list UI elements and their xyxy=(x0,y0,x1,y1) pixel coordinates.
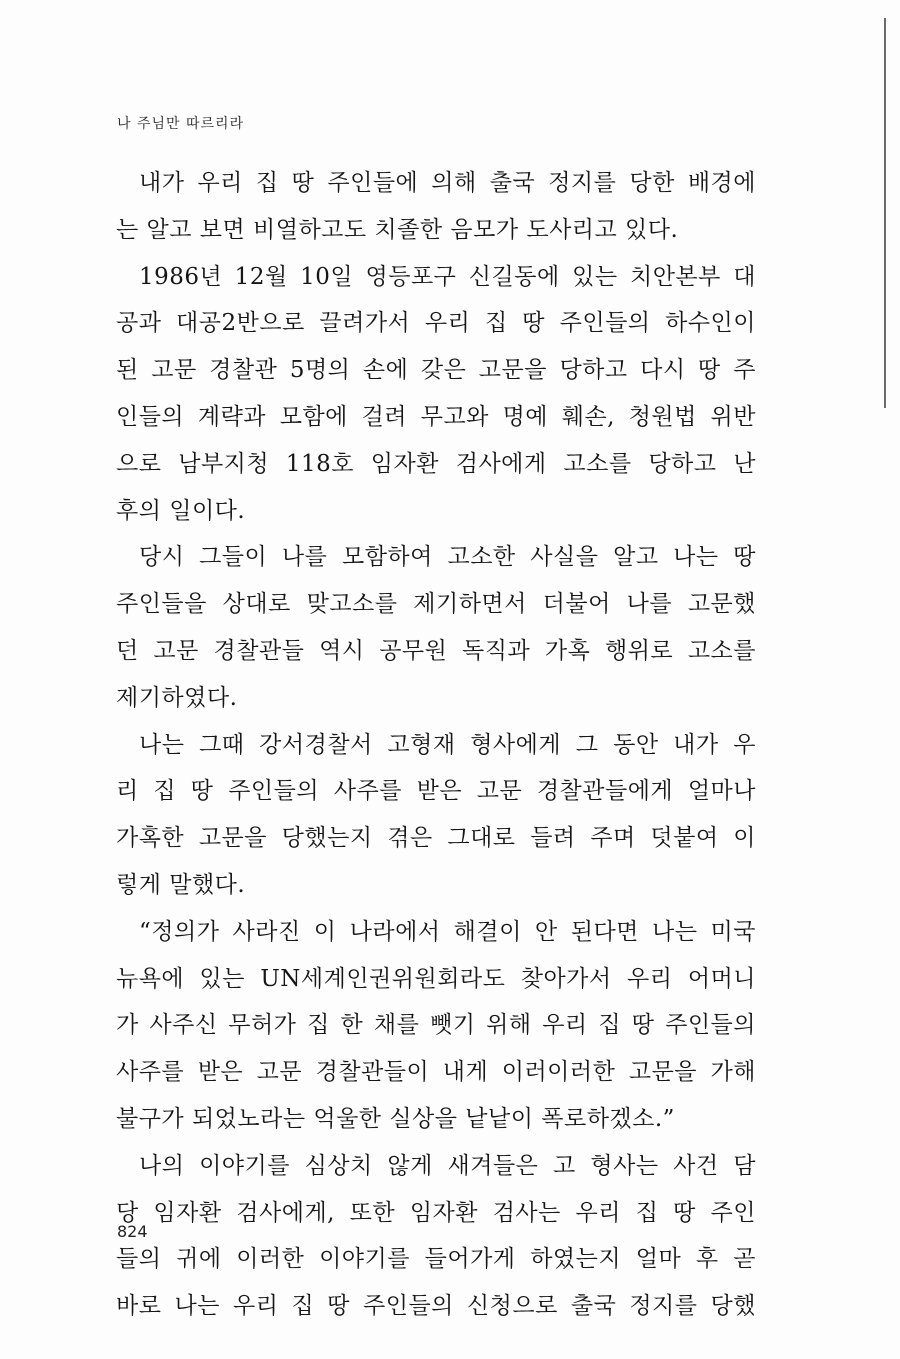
text-line: 리 집 땅 주인들의 사주를 받은 고문 경찰관들에게 얼마나 xyxy=(116,778,756,805)
text-line: 가혹한 고문을 당했는지 겪은 그대로 들려 주며 덧붙여 이 xyxy=(116,825,756,852)
paragraph xyxy=(116,254,756,535)
paragraph xyxy=(116,722,756,909)
running-head: 나 주님만 따르리라 xyxy=(117,116,245,132)
binding-edge-line xyxy=(884,18,886,408)
text-line: 나의 이야기를 심상치 않게 새겨들은 고 형사는 사건 담 xyxy=(139,1152,756,1179)
text-line: 는 알고 보면 비열하고도 치졸한 음모가 도사리고 있다. xyxy=(116,216,679,243)
text-line: 주인들을 상대로 맞고소를 제기하면서 더불어 나를 고문했 xyxy=(116,591,756,618)
text-line: 뉴욕에 있는 UN세계인권위원회라도 찾아가서 우리 어머니 xyxy=(116,965,756,992)
text-line: 후의 일이다. xyxy=(116,497,246,524)
paragraph xyxy=(116,160,756,254)
text-line: “정의가 사라진 이 나라에서 해결이 안 된다면 나는 미국 xyxy=(139,918,756,945)
paragraph xyxy=(116,534,756,721)
text-line: 렇게 말했다. xyxy=(116,871,246,898)
text-line: 내가 우리 집 땅 주인들에 의해 출국 정지를 당한 배경에 xyxy=(139,170,756,196)
text-line: 당시 그들이 나를 모함하여 고소한 사실을 알고 나는 땅 xyxy=(139,544,756,571)
text-line: 공과 대공2반으로 끌려가서 우리 집 땅 주인들의 하수인이 xyxy=(116,310,756,337)
text-line: 으로 남부지청 118호 임자환 검사에게 고소를 당하고 난 xyxy=(116,450,756,477)
paragraph xyxy=(116,909,756,1143)
page-number: 824 xyxy=(117,1222,148,1241)
text-line: 사주를 받은 고문 경찰관들이 내게 이러이러한 고문을 가해 xyxy=(116,1059,756,1086)
text-line: 당 임자환 검사에게, 또한 임자환 검사는 우리 집 땅 주인 xyxy=(116,1199,756,1226)
text-line: 된 고문 경찰관 5명의 손에 갖은 고문을 당하고 다시 땅 주 xyxy=(116,357,756,384)
body-text xyxy=(116,160,756,1330)
paragraph xyxy=(116,1143,756,1330)
text-line: 가 사주신 무허가 집 한 채를 뺏기 위해 우리 집 땅 주인들의 xyxy=(116,1012,756,1039)
text-line: 바로 나는 우리 집 땅 주인들의 신청으로 출국 정지를 당했 xyxy=(116,1293,756,1320)
text-line: 불구가 되었노라는 억울한 실상을 낱낱이 폭로하겠소.” xyxy=(116,1105,675,1132)
text-line: 던 고문 경찰관들 역시 공무원 독직과 가혹 행위로 고소를 xyxy=(116,637,756,664)
text-line: 1986년 12월 10일 영등포구 신길동에 있는 치안본부 대 xyxy=(139,263,756,290)
text-line: 인들의 계략과 모함에 걸려 무고와 명예 훼손, 청원법 위반 xyxy=(116,403,756,430)
text-line: 들의 귀에 이러한 이야기를 들어가게 하였는지 얼마 후 곧 xyxy=(116,1246,756,1273)
text-line: 제기하였다. xyxy=(116,684,238,711)
text-line: 나는 그때 강서경찰서 고형재 형사에게 그 동안 내가 우 xyxy=(139,731,756,758)
